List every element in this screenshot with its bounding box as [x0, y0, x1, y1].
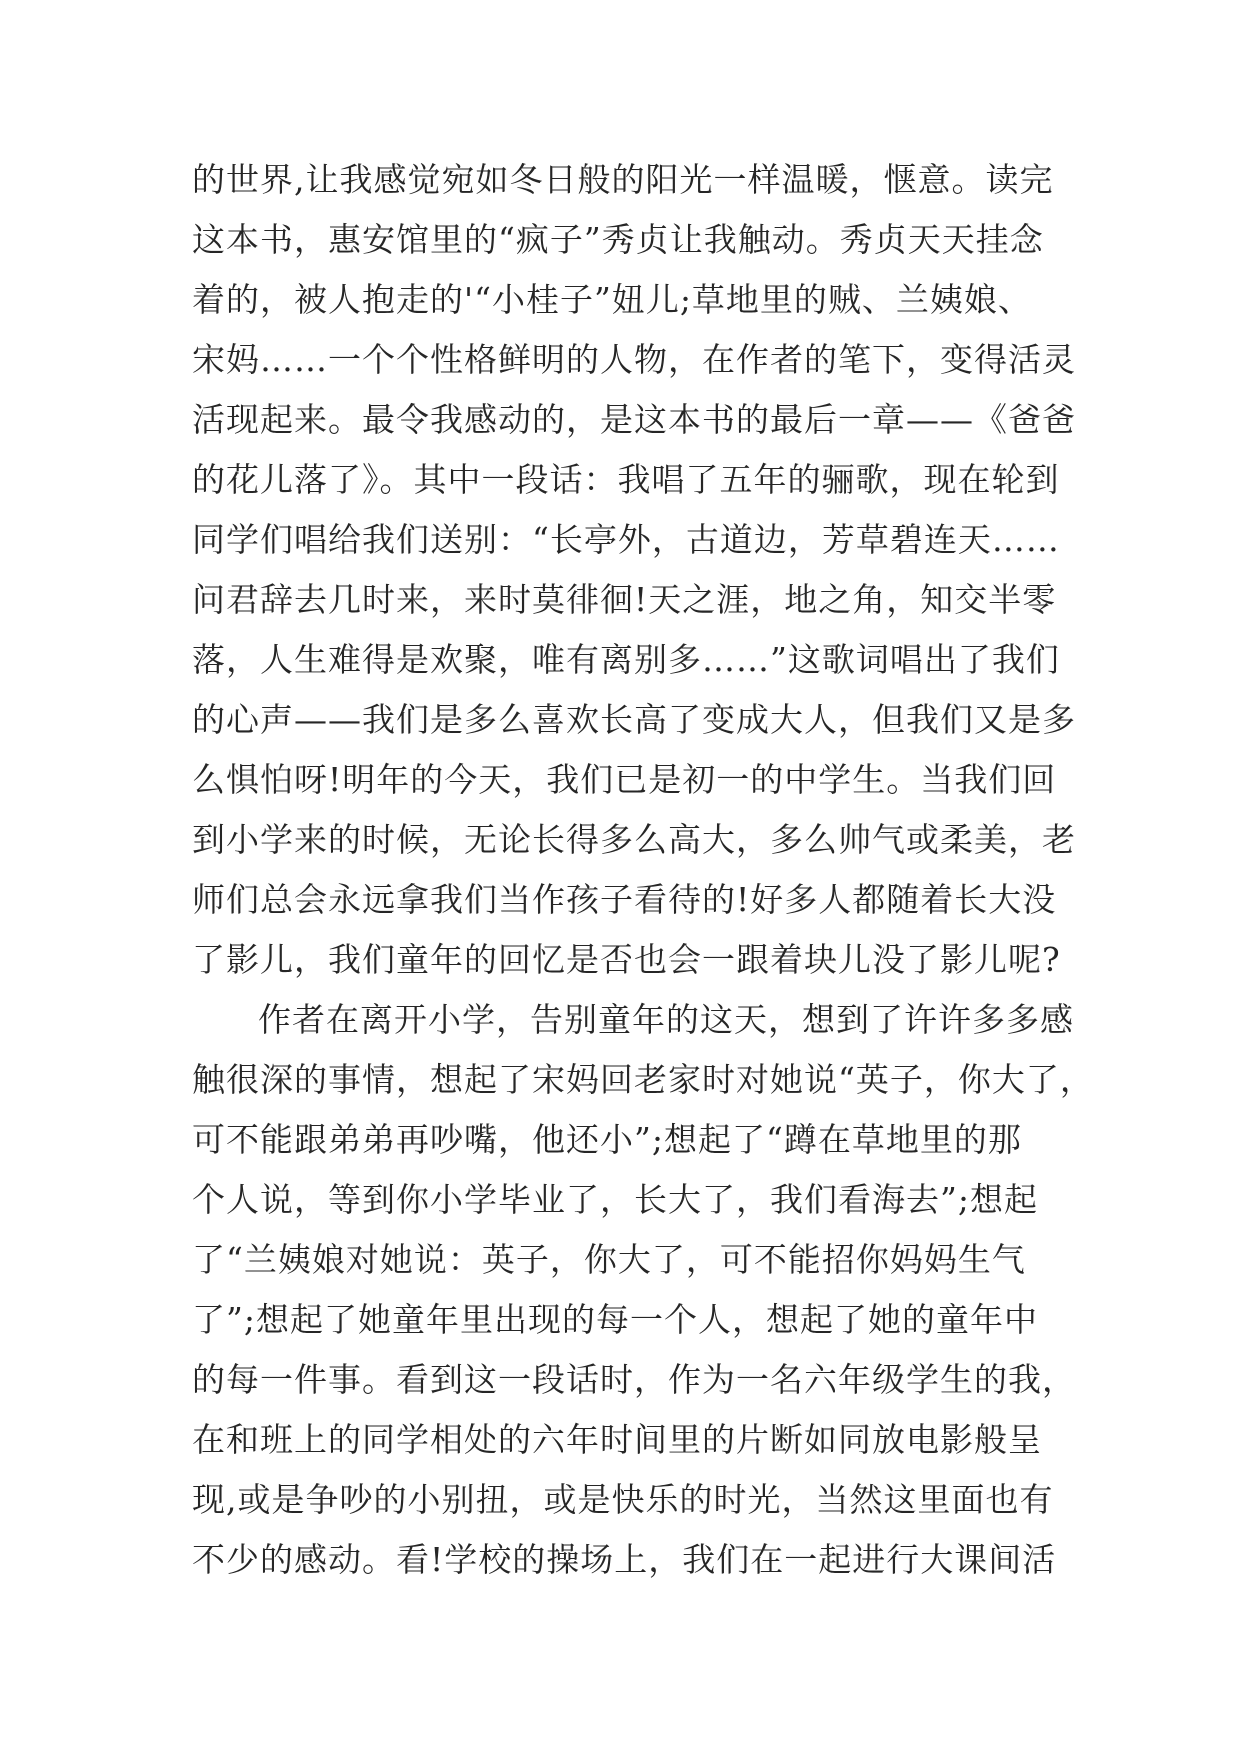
text-line: 在和班上的同学相处的六年时间里的片断如同放电影般呈 [192, 1420, 1042, 1459]
text-line: 了“兰姨娘对她说：英子，你大了，可不能招你妈妈生气 [192, 1240, 1026, 1279]
paragraph-first-line: 作者在离开小学，告别童年的这天，想到了许许多多感 [258, 1000, 1074, 1039]
text-line: 活现起来。最令我感动的，是这本书的最后一章——《爸爸 [192, 400, 1076, 439]
text-line: 同学们唱给我们送别：“长亭外，古道边，芳草碧连天…… [192, 520, 1060, 559]
text-line: 这本书，惠安馆里的“疯子”秀贞让我触动。秀贞天天挂念 [192, 220, 1044, 259]
text-line: 的花儿落了》。其中一段话：我唱了五年的骊歌，现在轮到 [192, 460, 1060, 499]
text-line: 的心声——我们是多么喜欢长高了变成大人，但我们又是多 [192, 700, 1076, 739]
text-line: 了影儿，我们童年的回忆是否也会一跟着块儿没了影儿呢? [192, 940, 1061, 979]
text-line: 现,或是争吵的小别扭，或是快乐的时光，当然这里面也有 [192, 1480, 1054, 1519]
text-line: 触很深的事情，想起了宋妈回老家时对她说“英子，你大了， [192, 1060, 1094, 1099]
text-line: 师们总会永远拿我们当作孩子看待的!好多人都随着长大没 [192, 880, 1057, 919]
text-line: 了”;想起了她童年里出现的每一个人，想起了她的童年中 [192, 1300, 1038, 1339]
text-line: 到小学来的时候，无论长得多么高大，多么帅气或柔美，老 [192, 820, 1076, 859]
text-line: 宋妈……一个个性格鲜明的人物，在作者的笔下，变得活灵 [192, 340, 1076, 379]
text-line: 着的，被人抱走的'“小桂子”妞儿;草地里的贼、兰姨娘、 [192, 280, 1032, 319]
text-line: 落，人生难得是欢聚，唯有离别多……”这歌词唱出了我们 [192, 640, 1060, 679]
text-line: 的每一件事。看到这一段话时，作为一名六年级学生的我， [192, 1360, 1076, 1399]
text-line: 可不能跟弟弟再吵嘴，他还小”;想起了“蹲在草地里的那 [192, 1120, 1022, 1159]
text-line: 么惧怕呀!明年的今天，我们已是初一的中学生。当我们回 [192, 760, 1057, 799]
text-line: 问君辞去几时来，来时莫徘徊!天之涯，地之角，知交半零 [192, 580, 1057, 619]
text-line: 个人说，等到你小学毕业了，长大了，我们看海去”;想起 [192, 1180, 1038, 1219]
text-line: 不少的感动。看!学校的操场上，我们在一起进行大课间活 [192, 1540, 1057, 1579]
text-line: 的世界,让我感觉宛如冬日般的阳光一样温暖，惬意。读完 [192, 160, 1054, 199]
